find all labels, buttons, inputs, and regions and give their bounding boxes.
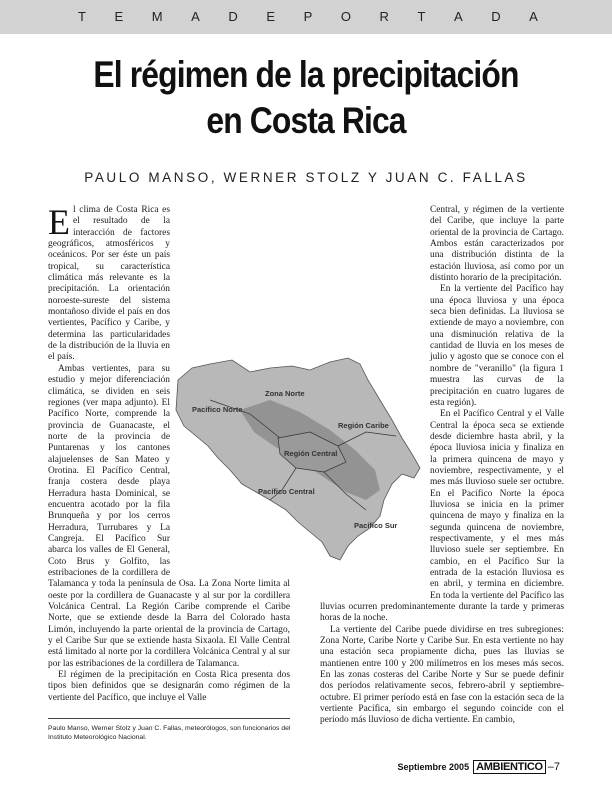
map-label-pacifico-central: Pacífico Central [258,487,315,496]
map-label-zona-norte: Zona Norte [265,389,305,398]
section-title-letter: M [151,9,163,24]
map-label-pacifico-norte: Pacífico Norte [192,405,243,414]
map-label-pacifico-sur: Pacífico Sur [354,521,398,530]
magazine-logo: AMBIENTICO [473,760,546,774]
page-footer [398,760,560,774]
article-title-line-2: en Costa Rica [206,100,406,141]
map-label-region-central: Región Central [284,449,338,458]
section-title-letter: E [114,9,124,24]
paragraph: Ambas vertientes, para su estudio y mejor diferenciación climática, se dividen en seis regiones (ver mapa adjunto). El Pacífico Norte, comprende la provincia de Guanacaste, el norte de la provincia de Puntarenas y los cantones alajuelenses de San Mateo y Orotina. El Pacífico Central, franja costera desde playa Herradura hasta Dominical, se encuentra acotado por la fila Brunqueña y por los cerros Herradura, Turrubares y La Cangreja. El Pacífico Sur abarca los valles de El General, Coto Brus y Golfito, las estribaciones de la cordillera de Talamanca y toda la península de Osa. La Zona Norte limita al oeste por la cordillera de Guanacaste y al sur por la cordillera Volcánica Central. La Región Caribe comprende el Caribe Norte, que se extiende desde la Barra del Colorado hasta Limón, incluyendo la parte oriental de la provincia de Cartago, y el Caribe Sur que se extiende hasta Sixaola. El Valle Central está limitado al norte por la cordillera Volcánica Central y al sur por las estribaciones de la cordillera de Talamanca. [48,363,290,669]
author-footnote: Paulo Manso, Werner Stolz y Juan C. Fallas, meteorólogos, son funcionarios del Instituto Meteorológico Nacional. [48,725,291,741]
paragraph: La vertiente del Caribe puede dividirse en tres subregiones: Zona Norte, Caribe Norte y Caribe Sur. En esta vertiente no hay una estación seca propiamente dicha, pues las lluvias se mantienen entre 100 y 200 milímetros en los meses más secos. En las zonas costeras del Caribe Norte y Sur se puede definir dos períodos relativamente secos, febrero-abril y septiembre-octubre. El primer período está en fase con la estación seca de la vertiente Pacífica, sin embargo el segundo coincide con el período más lluvioso de dicha vertiente. En cambio, [320,624,564,726]
section-title-letter: A [453,9,463,24]
map-label-region-caribe: Región Caribe [338,421,389,430]
paragraph: Central, y régimen de la vertiente del Caribe, que incluye la parte oriental de la provincia de Cartago. Ambos están caracterizados por una distribución distinta de la estación lluviosa, así como por un distinto horario de la precipitación. [430,205,564,284]
article-authors: PAULO MANSO, WERNER STOLZ Y JUAN C. FALLAS [84,170,528,185]
section-title-letter: P [303,9,313,24]
paragraph: El régimen de la precipitación en Costa Rica presenta dos tipos bien definidos que se designarán como régimen de la vertiente del Pacífico, que incluye el Valle [48,670,290,703]
section-title-letter: O [340,9,351,24]
section-title-letter: A [191,9,200,24]
paragraph-text: l clima de Costa Rica es el resultado de la interacción de factores geográficos, atmosféricos y oceánicos. Por ser éste un país tropical, su característica climática más relevante es la precipitación. La orientación noroeste-sureste del sistema montañoso divide el país en dos vertientes, Pacífico y Caribe, y determina las particularidades de la distribución de la lluvia en el país. [48,205,170,363]
section-title-letter: T [78,9,86,24]
issue-date: Septiembre 2005 [397,762,470,772]
section-title-letter: R [379,9,389,24]
paragraph: En el Pacífico Central y el Valle Central la época seca se extiende desde diciembre hasta abril, y la época lluviosa inicia y finaliza en la primera quincena de mayo y noviembre, respectivamente, y el mes más lluvioso suele ser octubre. En el Pacífico Norte la época lluviosa se inicia en la primer quincena de mayo y finaliza en la segunda quincena de noviembre, respectivamente, y el mes más lluvioso suele ser septiembre. En cambio, en el Pacífico Sur la entrada de la estación lluviosa es en abril, y termina en diciembre. En toda la vertiente del Pacífico las lluvias ocurren predominantemente durante la tarde y primeras horas de la noche. [320,409,564,624]
section-title-letter: D [491,9,501,24]
paragraph: En la vertiente del Pacífico hay una época lluviosa y una época seca bien definidas. La lluviosa se extiende de mayo a noviembre, con una disminución relativa de la cantidad de lluvia en los meses de julio y agosto que se conoce con el nombre de "veranillo" (la figura 1 muestra las curvas de la precipitación en cuatro lugares de esta región). [430,284,564,408]
costa-rica-regions-map [170,350,432,568]
section-title-letter: E [266,9,276,24]
section-title [78,9,538,24]
drop-cap: E [48,205,70,242]
section-title-letter: T [417,9,426,24]
section-header-bar [0,0,612,34]
footnote-divider [48,718,290,719]
paragraph [48,205,290,364]
article-title [43,52,569,144]
section-title-letter: A [529,9,538,24]
page-number: –7 [547,761,560,773]
section-title-letter: D [228,9,238,24]
article-title-line-1: El régimen de la precipitación [93,54,519,95]
